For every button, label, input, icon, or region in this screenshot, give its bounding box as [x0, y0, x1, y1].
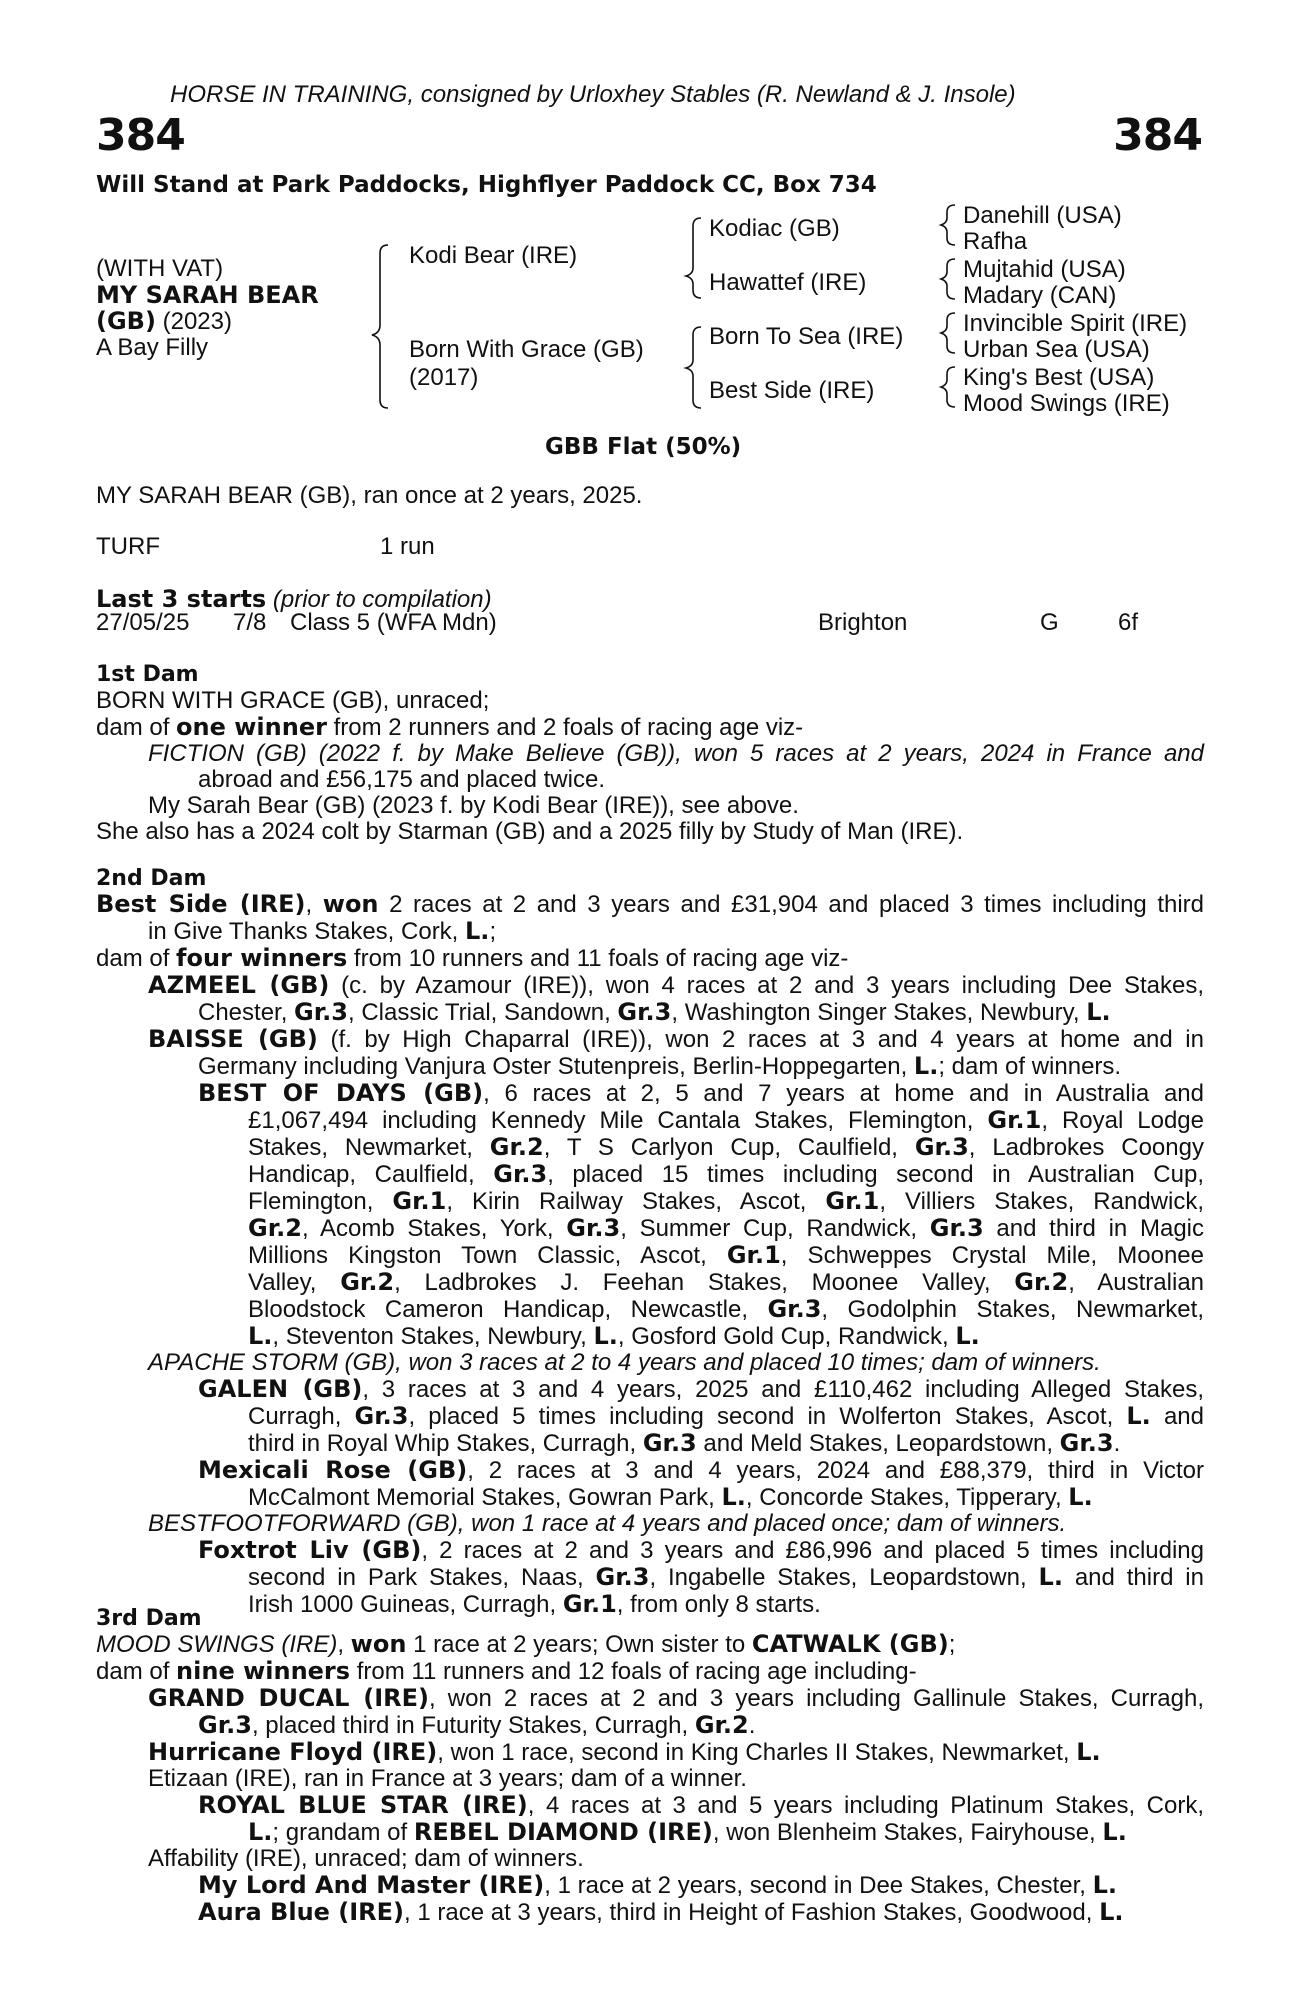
- first-dam-line: abroad and £56,175 and placed twice.: [198, 766, 605, 793]
- sire-sire: Kodiac (GB): [709, 215, 840, 242]
- third-dam-heading: 3rd Dam: [96, 1606, 202, 1631]
- third-dam-line: Gr.3, placed third in Futurity Stakes, Curragh, Gr.2.: [198, 1711, 756, 1739]
- brace-sire: [686, 218, 701, 298]
- start-distance: 6f: [1118, 609, 1139, 636]
- gen3-7: King's Best (USA): [963, 364, 1155, 391]
- sire: Kodi Bear (IRE): [409, 242, 578, 269]
- second-dam-line: Chester, Gr.3, Classic Trial, Sandown, Gr.3, Washington Singer Stakes, Newbury, L.: [198, 998, 1111, 1026]
- gen3-1: Danehill (USA): [963, 202, 1122, 229]
- second-dam-line: Valley, Gr.2, Ladbrokes J. Feehan Stakes, Moonee Valley, Gr.2, Australian: [248, 1268, 1205, 1296]
- horse-year: (2023): [162, 308, 232, 335]
- brace-g78: [941, 367, 955, 407]
- third-dam-line: Aura Blue (IRE), 1 race at 3 years, third in Height of Fashion Stakes, Goodwood, L.: [198, 1898, 1124, 1926]
- third-dam-line: MOOD SWINGS (IRE), won 1 race at 2 years; Own sister to CATWALK (GB);: [96, 1630, 956, 1658]
- second-dam-line: Curragh, Gr.3, placed 5 times including second in Wolferton Stakes, Ascot, L. and: [248, 1402, 1204, 1430]
- third-dam-line: Hurricane Floyd (IRE), won 1 race, second in King Charles II Stakes, Newmarket, L.: [148, 1738, 1101, 1766]
- brace-g12: [941, 205, 955, 245]
- first-dam-line: dam of one winner from 2 runners and 2 foals of racing age viz-: [96, 713, 804, 741]
- turf-runs: 1 run: [380, 533, 435, 560]
- third-dam-line: GRAND DUCAL (IRE), won 2 races at 2 and 3 years including Gallinule Stakes, Curragh,: [148, 1684, 1204, 1712]
- second-dam-line: McCalmont Memorial Stakes, Gowran Park, L., Concorde Stakes, Tipperary, L.: [248, 1483, 1093, 1511]
- second-dam-line: Flemington, Gr.1, Kirin Railway Stakes, Ascot, Gr.1, Villiers Stakes, Randwick,: [248, 1187, 1204, 1215]
- brace-g56: [941, 313, 955, 353]
- race-summary: MY SARAH BEAR (GB), ran once at 2 years, 2025.: [96, 482, 643, 509]
- brace-g34: [941, 259, 955, 299]
- second-dam-line: second in Park Stakes, Naas, Gr.3, Ingabelle Stakes, Leopardstown, L. and third in: [248, 1563, 1204, 1591]
- second-dam-line: Gr.2, Acomb Stakes, York, Gr.3, Summer Cup, Randwick, Gr.3 and third in Magic: [248, 1214, 1204, 1242]
- second-dam-line: AZMEEL (GB) (c. by Azamour (IRE)), won 4 races at 2 and 3 years including Dee Stakes,: [148, 971, 1204, 999]
- third-dam-line: Etizaan (IRE), ran in France at 3 years; dam of a winner.: [148, 1765, 747, 1792]
- second-dam-line: dam of four winners from 10 runners and 11 foals of racing age viz-: [96, 944, 849, 972]
- turf-label: TURF: [96, 533, 160, 560]
- start-going: G: [1040, 609, 1059, 636]
- second-dam-line: Irish 1000 Guineas, Curragh, Gr.1, from only 8 starts.: [248, 1590, 821, 1618]
- third-dam-line: dam of nine winners from 11 runners and 12 foals of racing age including-: [96, 1657, 917, 1685]
- third-dam-line: My Lord And Master (IRE), 1 race at 2 years, second in Dee Stakes, Chester, L.: [198, 1871, 1117, 1899]
- first-dam-heading: 1st Dam: [96, 662, 199, 687]
- second-dam-line: L., Steventon Stakes, Newbury, L., Gosford Gold Cup, Randwick, L.: [248, 1322, 980, 1350]
- dam-year: (2017): [409, 364, 479, 391]
- second-dam-line: APACHE STORM (GB), won 3 races at 2 to 4 years and placed 10 times; dam of winners.: [148, 1349, 1101, 1376]
- dam-dam: Best Side (IRE): [709, 377, 875, 404]
- third-dam-line: ROYAL BLUE STAR (IRE), 4 races at 3 and 5 years including Platinum Stakes, Cork,: [198, 1791, 1205, 1819]
- lot-number-right: 384: [1113, 110, 1202, 161]
- second-dam-line: BESTFOOTFORWARD (GB), won 1 race at 4 years and placed once; dam of winners.: [148, 1510, 1067, 1537]
- gen3-6: Urban Sea (USA): [963, 336, 1150, 363]
- horse-suffix: (GB): [96, 307, 156, 335]
- gen3-5: Invincible Spirit (IRE): [963, 310, 1188, 337]
- second-dam-line: BAISSE (GB) (f. by High Chaparral (IRE)), won 2 races at 3 and 4 years at home and in: [148, 1025, 1204, 1053]
- start-position: 7/8: [233, 609, 267, 636]
- first-dam-line: FICTION (GB) (2022 f. by Make Believe (GB)), won 5 races at 2 years, 2024 in France and: [148, 740, 1204, 767]
- second-dam-line: BEST OF DAYS (GB), 6 races at 2, 5 and 7 years at home and in Australia and: [198, 1079, 1204, 1107]
- second-dam-line: Millions Kingston Town Classic, Ascot, Gr.1, Schweppes Crystal Mile, Moonee: [248, 1241, 1204, 1269]
- bonus-scheme: GBB Flat (50%): [545, 434, 742, 460]
- dam: Born With Grace (GB): [409, 336, 644, 363]
- third-dam-block: [96, 1631, 1204, 1926]
- brace-dam: [686, 327, 701, 408]
- horse-description: A Bay Filly: [96, 334, 209, 361]
- second-dam-line: GALEN (GB), 3 races at 3 and 4 years, 2025 and £110,462 including Alleged Stakes,: [198, 1375, 1204, 1403]
- second-dam-line: Germany including Vanjura Oster Stutenpreis, Berlin-Hoppegarten, L.; dam of winners.: [198, 1052, 1122, 1080]
- third-dam-line: Affability (IRE), unraced; dam of winners.: [148, 1845, 584, 1872]
- first-dam-line: BORN WITH GRACE (GB), unraced;: [96, 687, 490, 714]
- vat-note: (WITH VAT): [96, 255, 224, 282]
- first-dam-line: She also has a 2024 colt by Starman (GB) and a 2025 filly by Study of Man (IRE).: [96, 818, 964, 845]
- second-dam-block: [96, 891, 1204, 1618]
- second-dam-line: Handicap, Caulfield, Gr.3, placed 15 times including second in Australian Cup,: [248, 1160, 1204, 1188]
- gen3-4: Madary (CAN): [963, 282, 1117, 309]
- gen3-8: Mood Swings (IRE): [963, 390, 1170, 417]
- second-dam-line: Mexicali Rose (GB), 2 races at 3 and 4 years, 2024 and £88,379, third in Victor: [198, 1456, 1204, 1484]
- second-dam-line: in Give Thanks Stakes, Cork, L.;: [148, 917, 497, 945]
- start-date: 27/05/25: [96, 609, 190, 636]
- gen3-2: Rafha: [963, 228, 1028, 255]
- consignment-line: HORSE IN TRAINING, consigned by Urloxhey Stables (R. Newland & J. Insole): [170, 81, 1016, 108]
- horse-name: MY SARAH BEAR: [96, 281, 319, 309]
- second-dam-line: Best Side (IRE), won 2 races at 2 and 3 years and £31,904 and placed 3 times including third: [96, 890, 1205, 918]
- sire-dam: Hawattef (IRE): [709, 269, 867, 296]
- third-dam-line: L.; grandam of REBEL DIAMOND (IRE), won Blenheim Stakes, Fairyhouse, L.: [248, 1818, 1127, 1846]
- start-race: Class 5 (WFA Mdn): [290, 609, 497, 636]
- second-dam-line: Stakes, Newmarket, Gr.2, T S Carlyon Cup, Caulfield, Gr.3, Ladbrokes Coongy: [248, 1133, 1204, 1161]
- second-dam-heading: 2nd Dam: [96, 866, 207, 891]
- second-dam-line: third in Royal Whip Stakes, Curragh, Gr.3 and Meld Stakes, Leopardstown, Gr.3.: [248, 1429, 1121, 1457]
- lot-number-left: 384: [96, 110, 185, 161]
- dam-sire: Born To Sea (IRE): [709, 323, 904, 350]
- second-dam-line: Bloodstock Cameron Handicap, Newcastle, Gr.3, Godolphin Stakes, Newmarket,: [248, 1295, 1204, 1323]
- first-dam-line: My Sarah Bear (GB) (2023 f. by Kodi Bear (IRE)), see above.: [148, 792, 799, 819]
- stand-location: Will Stand at Park Paddocks, Highflyer Paddock CC, Box 734: [96, 172, 877, 198]
- first-dam-block: [96, 688, 1204, 845]
- brace-main: [372, 245, 388, 408]
- second-dam-line: Foxtrot Liv (GB), 2 races at 2 and 3 years and £86,996 and placed 5 times including: [198, 1536, 1205, 1564]
- last-starts-heading: Last 3 starts (prior to compilation): [96, 585, 492, 613]
- gen3-3: Mujtahid (USA): [963, 256, 1126, 283]
- start-course: Brighton: [818, 609, 908, 636]
- second-dam-line: £1,067,494 including Kennedy Mile Cantala Stakes, Flemington, Gr.1, Royal Lodge: [248, 1106, 1204, 1134]
